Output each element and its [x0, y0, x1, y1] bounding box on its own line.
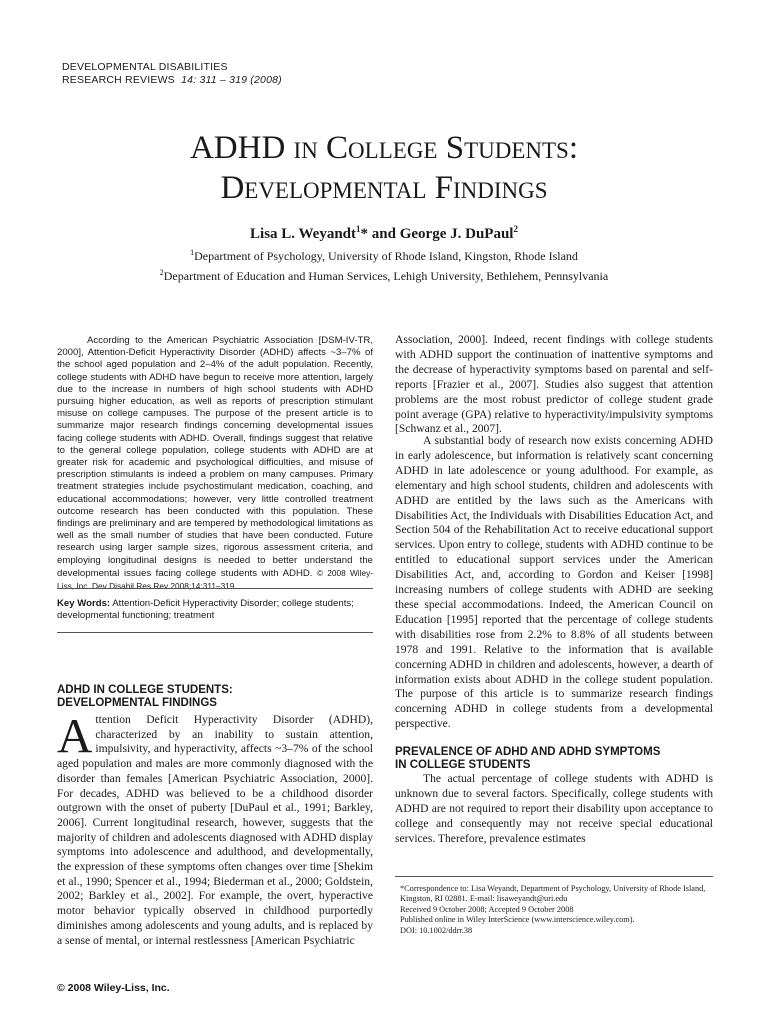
- abstract-text: According to the American Psychiatric Association [DSM-IV-TR, 2000], Attention-Deficit Hyperactivity Disorder (ADHD) affects ~3–7% of the school aged population and 2–4% of the adult population. Recently, college students with ADHD have begun to receive more attention, largely due to the increase in numbers of high school students with ADHD pursuing higher education, as well as reports of prescription stimulant misuse on college campuses. The purpose of the present article is to summarize major research findings concerning developmental issues facing college students with ADHD. Overall, findings suggest that relative to the general college population, college students with ADHD are at greater risk for academic and psychological difficulties, and misuse of prescription stimulants is indeed a problem on many campuses. Primary treatment strategies include psychostimulant medication, coaching, and educational accommodations; however, very little controlled treatment outcome research has been conducted with this population. These findings are preliminary and are tempered by methodological limitations as well as the small number of studies that have been conducted. Future research using larger sample sizes, rigorous assessment criteria, and employing longitudinal designs is needed to better understand the developmental issues facing college students with ADHD.: [57, 335, 373, 579]
- keywords: [57, 598, 373, 622]
- section1-heading: [57, 684, 233, 710]
- author1-corresponding-mark: *: [360, 226, 369, 242]
- affiliation-2: [0, 268, 768, 284]
- copyright-notice: © 2008 Wiley-Liss, Inc.: [57, 982, 170, 994]
- section1-heading-line1: ADHD IN COLLEGE STUDENTS:: [57, 684, 233, 696]
- footnote: [400, 884, 713, 936]
- author-line: [0, 224, 768, 243]
- section1-paragraph2: A substantial body of research now exists concerning ADHD in early adolescence, but information is relatively scant concerning ADHD in late adolescence or young adulthood. For example, as elementary and high school students, children and adolescents with ADHD are entitled by the laws such as the Americans with Disabilities Act, the Individuals with Disabilities Education Act, and Section 504 of the Rehabilitation Act to receive educational support services. Upon entry to college, students with ADHD continue to be entitled to educational support services under the American Disabilities Act, and, according to Gordon and Keiser [1998] increasing numbers of college students with ADHD are seeking these special accommodations. Indeed, the American Council on Education [1995] reported that the percentage of college students with disabilities rose from 2.2% to 8.8% of all students between 1978 and 1991. Relative to the information that is available concerning ADHD in children and adolescents, however, a dearth of information exists about ADHD in the college student population. The purpose of this article is to summarize research findings concerning ADHD in college students from a developmental perspective.: [395, 434, 713, 731]
- author1-affil-mark: 1: [356, 224, 361, 234]
- affil1-text: Department of Psychology, University of Rhode Island, Kingston, Rhode Island: [194, 249, 578, 263]
- author2-affil-mark: 2: [513, 224, 518, 234]
- keywords-top-rule: [57, 588, 373, 589]
- journal-name-line1: DEVELOPMENTAL DISABILITIES: [62, 61, 228, 73]
- section2-paragraph1: The actual percentage of college students with ADHD is unknown due to several factors. Specifically, college students with ADHD are not required to report their disability upon acceptance to college and consequently may not receive special educational services. Therefore, prevalence estimates: [395, 772, 713, 845]
- journal-volume: 14: 311 – 319 (2008): [181, 74, 282, 86]
- affil1-mark: 1: [190, 248, 195, 257]
- article-title: [0, 128, 768, 208]
- footnote-correspondence: *Correspondence to: Lisa Weyandt, Department of Psychology, University of Rhode Island, Kingston, RI 02881. E-mail: lisaweyandt@uri.edu: [400, 884, 706, 904]
- section2-heading: [395, 746, 660, 772]
- title-line2: Developmental Findings: [220, 170, 548, 206]
- affil2-mark: 2: [159, 268, 164, 277]
- footnote-doi: DOI: 10.1002/ddrr.38: [400, 925, 473, 935]
- journal-name-line2: [62, 74, 282, 87]
- keywords-text: Attention-Deficit Hyperactivity Disorder; college students; developmental functioning; treatment: [57, 598, 354, 622]
- author-and: and: [368, 226, 400, 242]
- author1-name: Lisa L. Weyandt: [250, 226, 357, 242]
- section1-heading-line2: DEVELOPMENTAL FINDINGS: [57, 697, 217, 709]
- abstract: [57, 335, 373, 593]
- footnote-dates: Received 9 October 2008; Accepted 9 October 2008: [400, 904, 574, 914]
- section1-paragraph1: [57, 708, 373, 948]
- section2-heading-line2: IN COLLEGE STUDENTS: [395, 759, 531, 771]
- affil2-text: Department of Education and Human Services, Lehigh University, Bethlehem, Pennsylvania: [163, 269, 609, 283]
- section2-heading-line1: PREVALENCE OF ADHD AND ADHD SYMPTOMS: [395, 746, 661, 758]
- footnote-published: Published online in Wiley InterScience (www.interscience.wiley.com).: [400, 915, 635, 925]
- keywords-bottom-rule: [57, 632, 373, 633]
- title-line1: ADHD in College Students:: [189, 130, 579, 166]
- abstract-citation: © 2008 Wiley-Liss, Inc. Dev Disabil Res Rev 2008;14:311–319.: [57, 567, 373, 592]
- keywords-label: Key Words:: [57, 598, 111, 609]
- footnote-rule: [395, 876, 713, 877]
- section1-paragraph1-text: ttention Deficit Hyperactivity Disorder (ADHD), characterized by an inability to sustain attention, impulsivity, and hyperactivity, affects ~3–7% of the school aged population and males are more commonly diagnosed with the disorder than females [American Psychiatric Association, 2000]. For decades, ADHD was believed to be a childhood disorder outgrown with the onset of puberty [DuPaul et al., 1991; Barkley, 2006]. Current longitudinal research, however, suggests that the majority of children and adolescents diagnosed with ADHD display symptoms into adolescence and adulthood, and developmentally, the expression of these symptoms often changes over time [Shekim et al., 1990; Spencer et al., 1994; Biederman et al., 2000; Goldstein, 2002; Barkley et al., 2002]. For example, the overt, hyperactive motor behavior typically observed in childhood purportedly diminishes among adolescents and young adults, and is replaced by a sense of mental, or internal restlessness [American Psychiatric: [57, 713, 373, 947]
- affiliation-1: [0, 248, 768, 264]
- author2-name: George J. DuPaul: [399, 226, 514, 242]
- section1-paragraph1-continued: Association, 2000]. Indeed, recent findings with college students with ADHD support the continuation of inattentive symptoms and the decrease of hyperactivity symptoms based on parental and self-reports [Frazier et al., 2007]. Studies also suggest that attention problems are the most robust predictor of college student grade point average (GPA) relative to hyperactivity/impulsivity symptoms [Schwanz et al., 2007].: [395, 333, 713, 436]
- journal-header: [62, 61, 282, 87]
- drop-cap: A: [57, 708, 93, 763]
- journal-name-text: RESEARCH REVIEWS: [62, 74, 175, 86]
